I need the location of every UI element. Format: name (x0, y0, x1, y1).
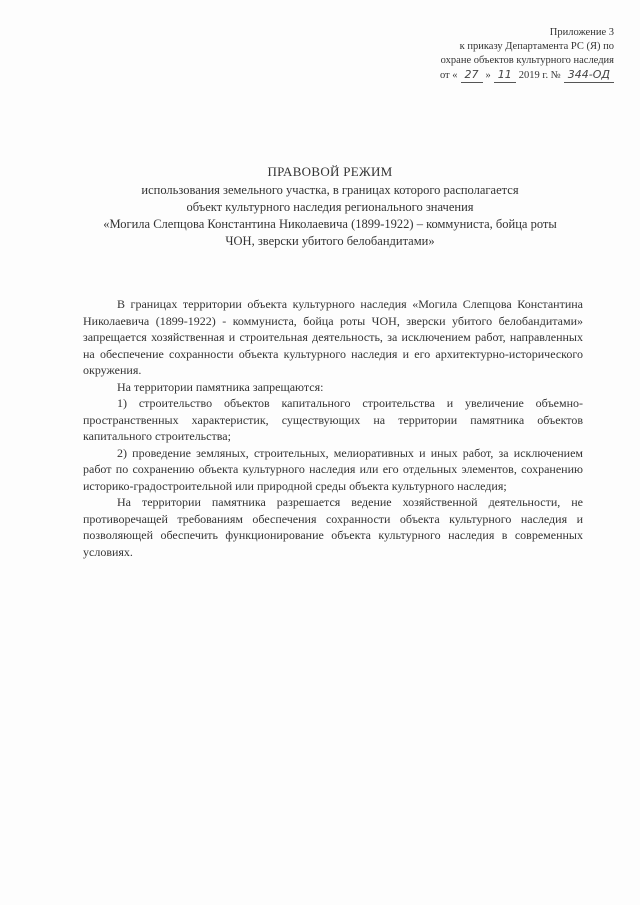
appendix-title: Приложение 3 (549, 27, 614, 38)
title-subtitle-line-1: использования земельного участка, в границах которого располагается (141, 183, 519, 197)
order-year-number-label: 2019 г. № (518, 70, 561, 81)
appendix-line-order-reference: к приказу Департамента РС (Я) по (459, 41, 614, 52)
body-paragraph-3: 1) строительство объектов капитального строительства и увеличение объемно-пространственных характеристик, существующих на территории памятника объектов капитального строительства; (83, 396, 583, 443)
title-subtitle-line-2: объект культурного наследия регионального значения (186, 200, 474, 214)
appendix-header (394, 26, 614, 83)
title-subtitle-line-3: «Могила Слепцова Константина Николаевича (1899-1922) – коммуниста, бойца роты (103, 217, 557, 231)
order-date-number-line (394, 68, 614, 83)
order-date-prefix: от « (439, 70, 458, 81)
document-title-block (70, 163, 590, 250)
order-day-handwritten: 27 (461, 68, 483, 83)
document-title: ПРАВОВОЙ РЕЖИМ (267, 164, 393, 179)
order-month-handwritten: 11 (494, 68, 516, 83)
body-paragraph-4: 2) проведение земляных, строительных, мелиоративных и иных работ, за исключением работ по сохранению объекта культурного наследия или его отдельных элементов, сохранению историко-градостроительной или природной среды объекта культурного наследия; (83, 445, 583, 493)
body-paragraph-1: В границах территории объекта культурного наследия «Могила Слепцова Константина Николаевича (1899-1922) - коммуниста, бойца роты ЧОН, зверски убитого белобандитами» запрещается хозяйственная и строительная деятельность, за исключением работ, направленных на обеспечение сохранности объекта культурного наследия и его архитектурно-исторического окружения. (83, 297, 583, 377)
document-body (83, 296, 583, 560)
body-paragraph-2: На территории памятника запрещаются: (117, 379, 324, 394)
order-date-mid: » (485, 70, 491, 81)
title-subtitle-line-4: ЧОН, зверски убитого белобандитами» (225, 234, 435, 248)
appendix-line-department: охране объектов культурного наследия (440, 55, 614, 66)
order-number-handwritten: 344-ОД (564, 68, 614, 83)
body-paragraph-5: На территории памятника разрешается ведение хозяйственной деятельности, не противоречащей требованиям обеспечения сохранности объекта культурного наследия и позволяющей обеспечить функционирование объекта культурного наследия в современных условиях. (83, 495, 583, 559)
